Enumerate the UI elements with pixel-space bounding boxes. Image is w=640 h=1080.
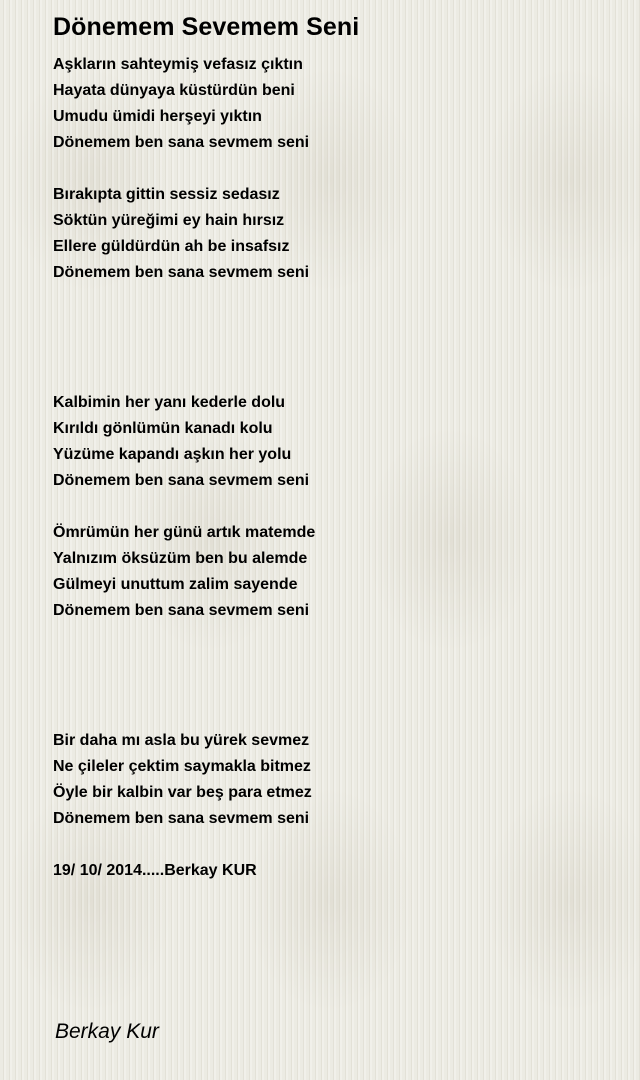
poem-line: Umudu ümidi herşeyi yıktın <box>53 108 262 125</box>
poem-line: Kalbimin her yanı kederle dolu <box>53 394 286 411</box>
poem-line: Hayata dünyaya küstürdün beni <box>53 82 295 99</box>
stanza <box>53 390 613 494</box>
poem-line: Öyle bir kalbin var beş para etmez <box>53 784 312 801</box>
stanza-gap <box>53 286 613 390</box>
author-name: Berkay Kur <box>55 1020 159 1043</box>
stanza-gap <box>53 494 613 520</box>
poem-line: Ömrümün her günü artık matemde <box>53 524 316 541</box>
poem-line: Dönemem ben sana sevmem seni <box>53 472 310 489</box>
stanza <box>53 728 613 832</box>
poem-line: Kırıldı gönlümün kanadı kolu <box>53 420 273 437</box>
poem-line: Dönemem ben sana sevmem seni <box>53 810 310 827</box>
poem-line: Ne çileler çektim saymakla bitmez <box>53 758 311 775</box>
stanza-gap <box>53 624 613 728</box>
stanza-gap <box>53 156 613 182</box>
poem-line: Yalnızım öksüzüm ben bu alemde <box>53 550 308 567</box>
poem-line: Bir daha mı asla bu yürek sevmez <box>53 732 310 749</box>
stanza-gap <box>53 832 613 858</box>
poem-line: Ellere güldürdün ah be insafsız <box>53 238 290 255</box>
poem-line: Bırakıpta gittin sessiz sedasız <box>53 186 280 203</box>
stanza <box>53 520 613 624</box>
poem-body <box>53 52 613 884</box>
date-signature: 19/ 10/ 2014.....Berkay KUR <box>53 862 257 879</box>
poem-line: Aşkların sahteymiş vefasız çıktın <box>53 56 303 73</box>
poem-line: Gülmeyi unuttum zalim sayende <box>53 576 298 593</box>
stanza <box>53 52 613 156</box>
stanza <box>53 182 613 286</box>
poem-line: Yüzüme kapandı aşkın her yolu <box>53 446 292 463</box>
poem-title: Dönemem Sevemem Seni <box>53 13 360 41</box>
poem-line: Söktün yüreğimi ey hain hırsız <box>53 212 285 229</box>
poem-line: Dönemem ben sana sevmem seni <box>53 134 310 151</box>
poem-line: Dönemem ben sana sevmem seni <box>53 264 310 281</box>
poem-line: Dönemem ben sana sevmem seni <box>53 602 310 619</box>
